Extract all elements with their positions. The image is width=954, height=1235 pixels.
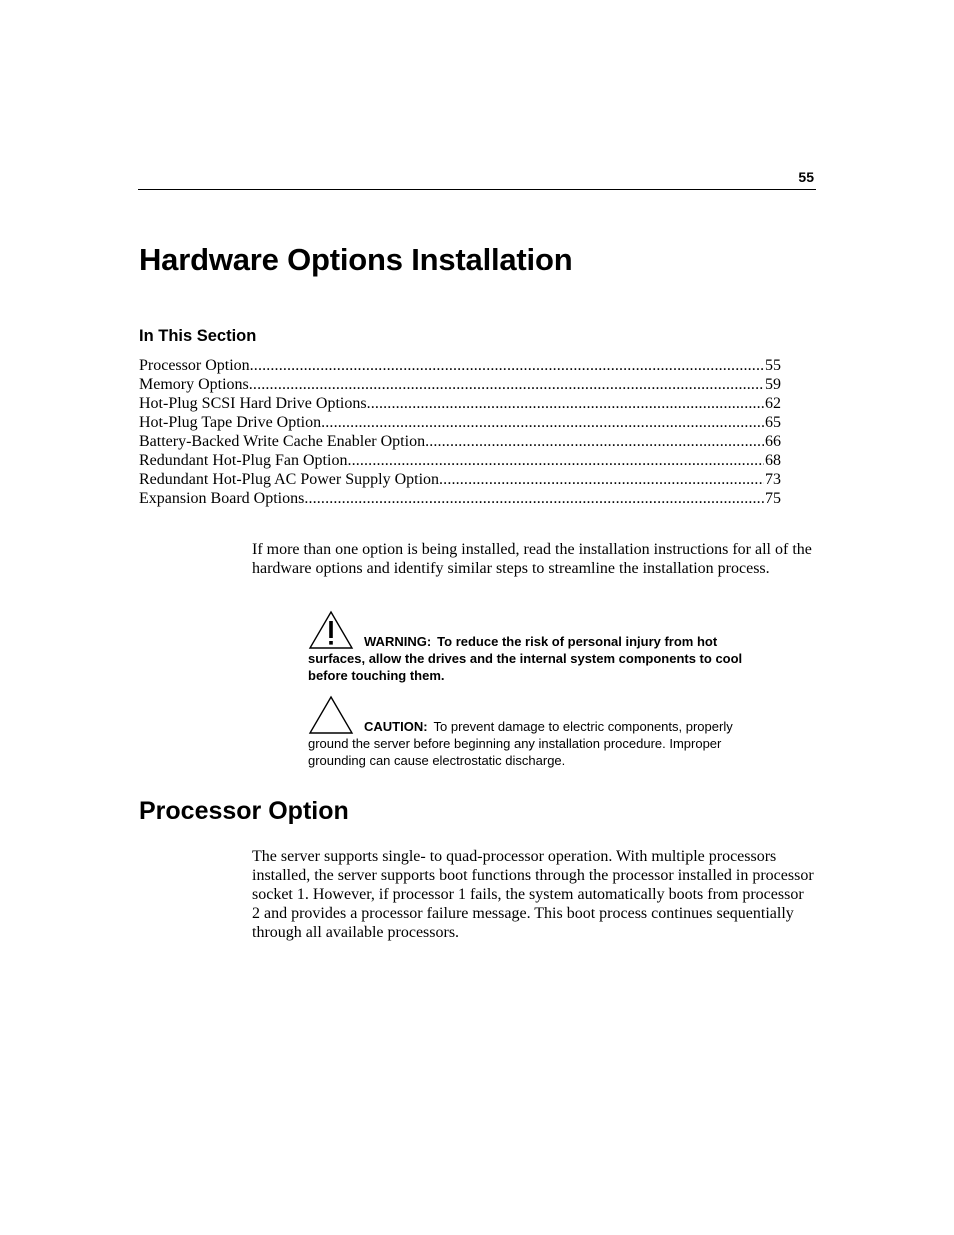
toc-entry-label[interactable]: Redundant Hot-Plug Fan Option <box>139 452 348 469</box>
toc-entry-page[interactable]: 75 <box>765 490 781 507</box>
toc-entry[interactable] <box>139 394 781 413</box>
processor-paragraph: The server supports single- to quad-processor operation. With multiple processors installed, the server supports boot functions through the processor installed in processor socket 1. However, if processor 1 fails, the system automatically boots from processor 2 and provides a processor failure message. This boot process continues sequentially through all available processors. <box>252 848 814 941</box>
toc-entry[interactable] <box>139 451 781 470</box>
toc-entry-label[interactable]: Expansion Board Options <box>139 490 305 507</box>
toc-entry-page[interactable]: 65 <box>765 414 781 431</box>
toc-entry[interactable] <box>139 413 781 432</box>
warning-triangle-exclamation-icon <box>308 610 354 650</box>
toc-entry-label[interactable]: Hot-Plug Tape Drive Option <box>139 414 322 431</box>
toc-leader-dots <box>304 489 764 508</box>
toc-entry-label[interactable]: Processor Option <box>139 357 250 374</box>
toc-entry[interactable] <box>139 489 781 508</box>
toc-leader-dots <box>367 394 764 413</box>
processor-section-title: Processor Option <box>139 797 349 825</box>
intro-paragraph: If more than one option is being installed, read the installation instructions for all of the hardware options and identify similar steps to streamline the installation process. <box>252 541 812 577</box>
chapter-title: Hardware Options Installation <box>139 242 573 277</box>
toc-entry-page[interactable]: 68 <box>765 452 781 469</box>
toc-entry-label[interactable]: Battery-Backed Write Cache Enabler Option <box>139 433 426 450</box>
warning-notice <box>308 610 758 684</box>
caution-label: CAUTION: <box>364 719 428 734</box>
warning-label: WARNING: <box>364 634 432 649</box>
toc-entry[interactable] <box>139 356 781 375</box>
page-number: 55 <box>798 169 814 185</box>
toc-entry[interactable] <box>139 432 781 451</box>
toc-entry-page[interactable]: 62 <box>765 395 781 412</box>
toc-leader-dots <box>249 375 764 394</box>
toc-entry-label[interactable]: Hot-Plug SCSI Hard Drive Options <box>139 395 367 412</box>
toc-leader-dots <box>347 451 764 470</box>
toc-entry-page[interactable]: 55 <box>765 357 781 374</box>
toc-entry-label[interactable]: Redundant Hot-Plug AC Power Supply Option <box>139 471 440 488</box>
warning-text: To reduce the risk of personal injury from hot surfaces, allow the drives and the internal system components to cool before touching them. <box>308 634 743 683</box>
toc-leader-dots <box>439 470 764 489</box>
caution-triangle-icon <box>308 695 354 735</box>
toc-leader-dots <box>425 432 764 451</box>
toc-entry[interactable] <box>139 470 781 489</box>
toc-entry-page[interactable]: 66 <box>765 433 781 450</box>
caution-notice <box>308 695 758 769</box>
table-of-contents <box>139 356 781 508</box>
toc-entry-page[interactable]: 73 <box>765 471 781 488</box>
toc-entry[interactable] <box>139 375 781 394</box>
caution-text: To prevent damage to electric components, properly ground the server before beginning any installation procedure. Improper grounding can cause electrostatic discharge. <box>308 719 733 768</box>
toc-entry-page[interactable]: 59 <box>765 376 781 393</box>
toc-entry-label[interactable]: Memory Options <box>139 376 249 393</box>
toc-leader-dots <box>250 356 764 375</box>
header-rule <box>138 189 816 190</box>
toc-heading: In This Section <box>139 327 257 345</box>
toc-leader-dots <box>321 413 764 432</box>
